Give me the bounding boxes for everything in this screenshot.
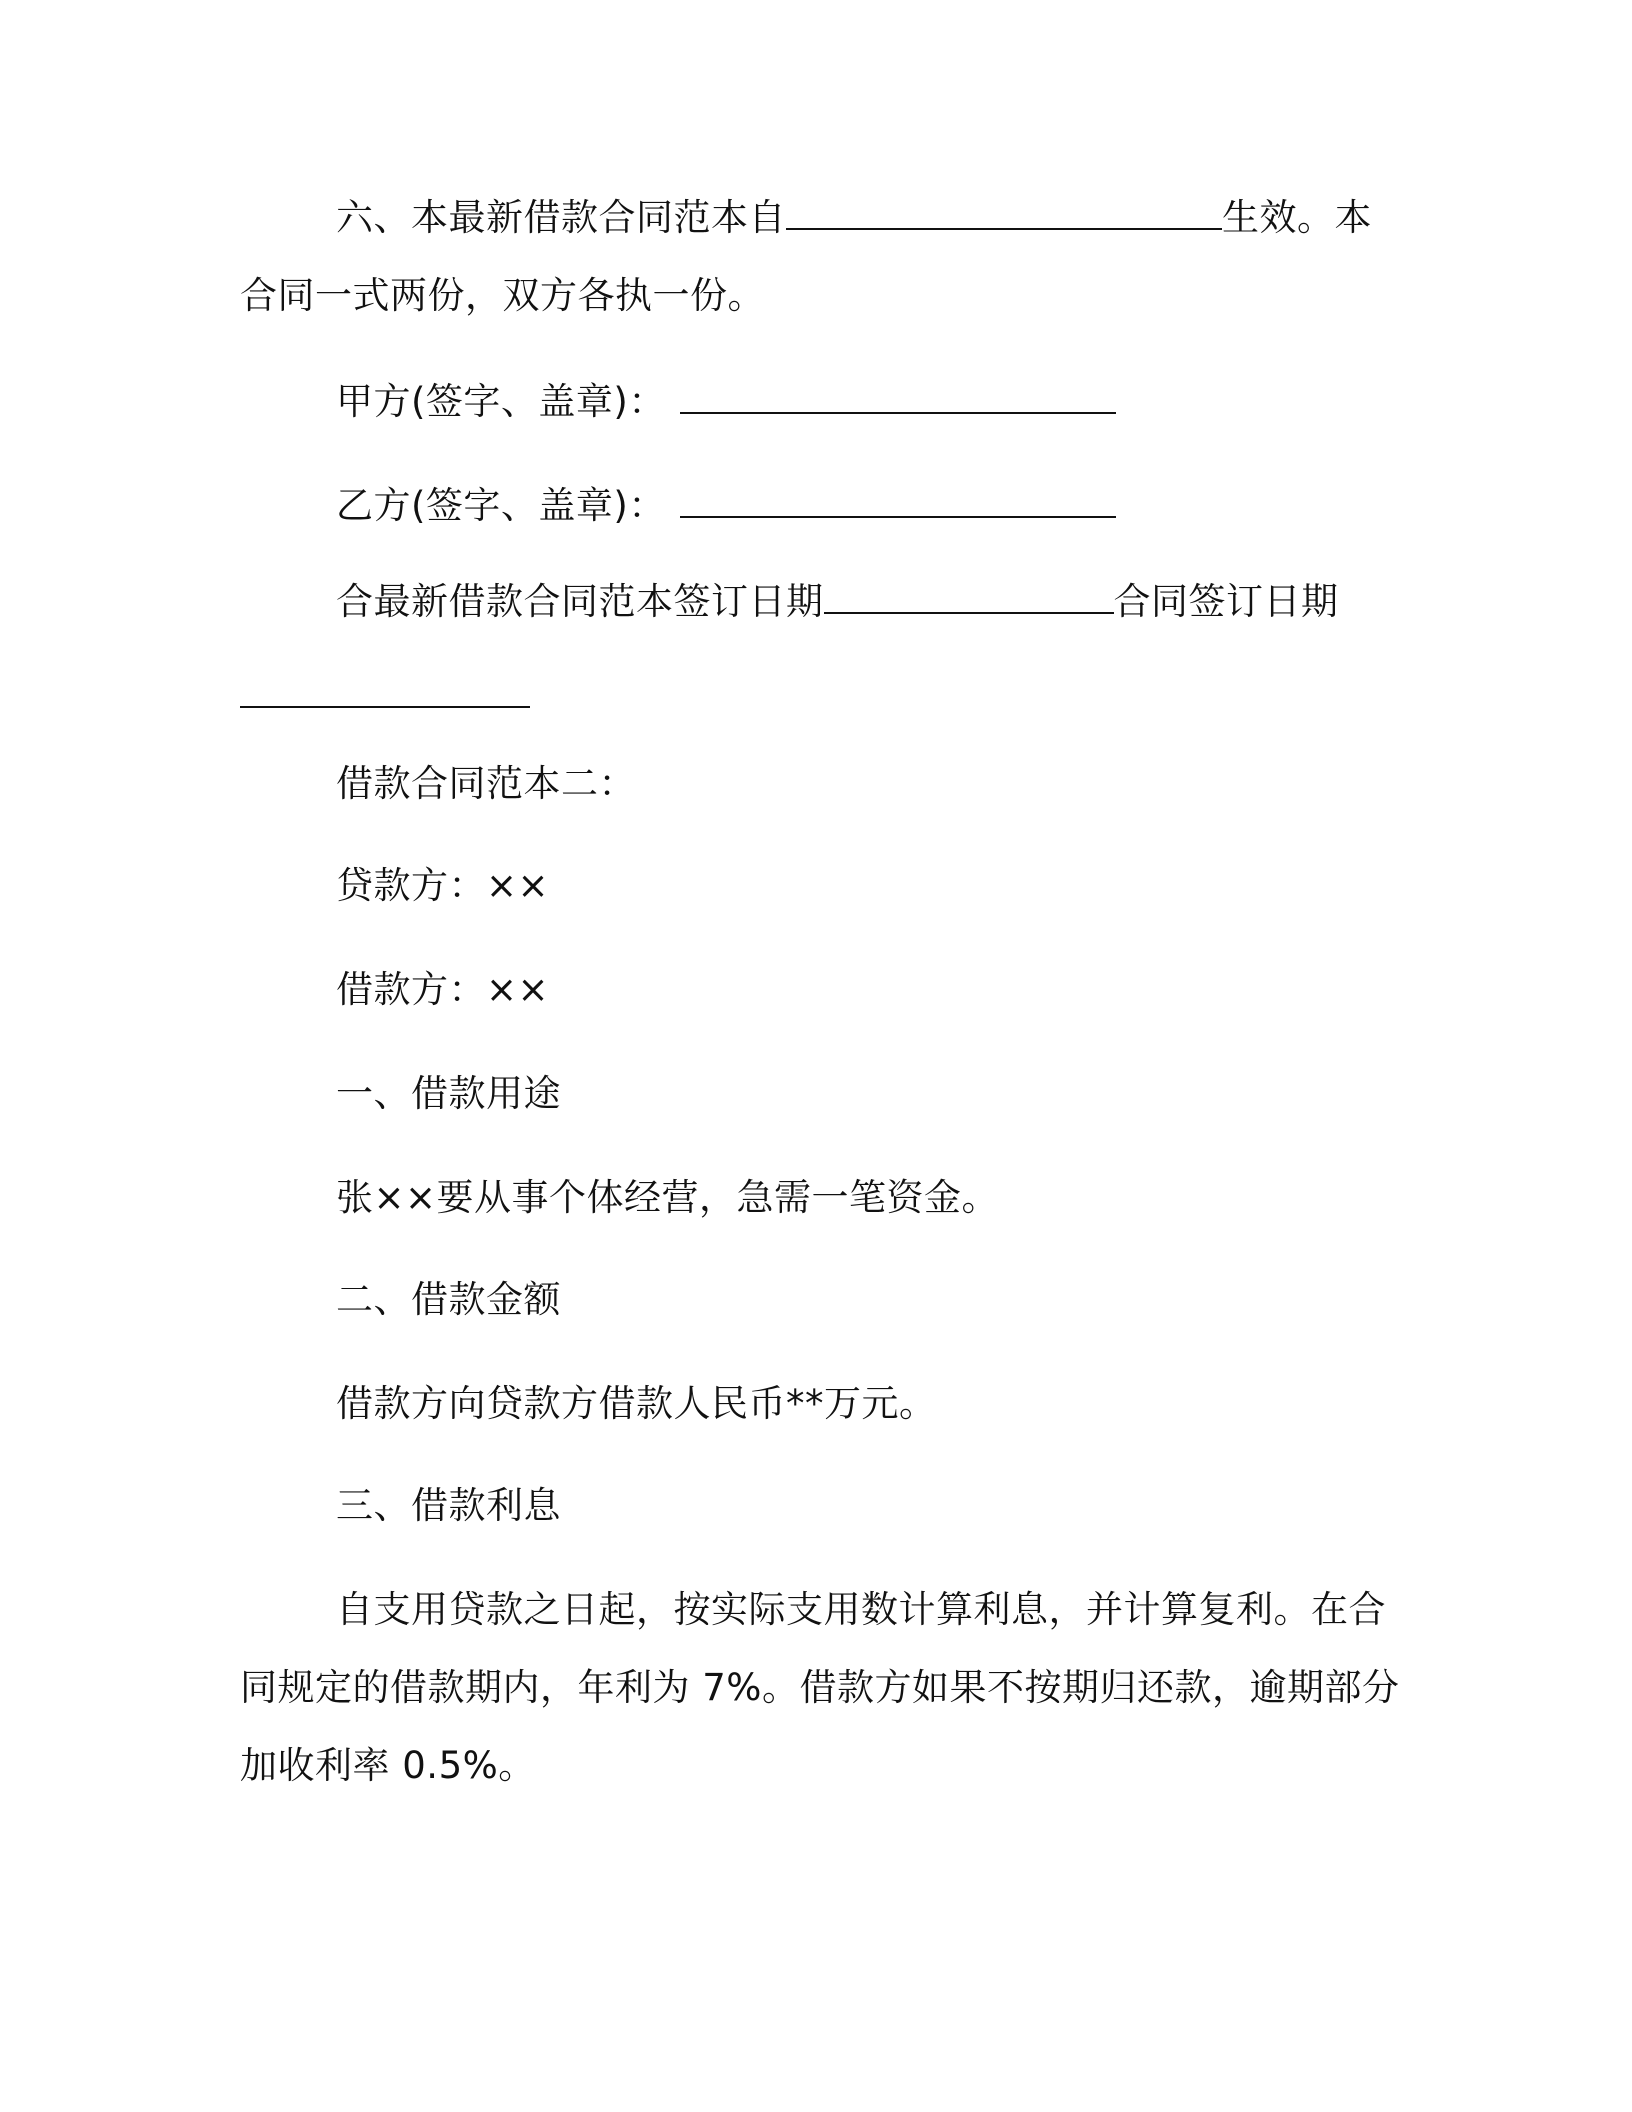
section-three-body-line-1: 自支用贷款之日起，按实际支用数计算利息，并计算复利。在合 — [336, 1588, 1386, 1631]
section-one-body: 张××要从事个体经营，急需一笔资金。 — [336, 1176, 1000, 1219]
party-a-label: 甲方(签字、盖章)： — [336, 380, 666, 423]
section-three-body-line-3: 加收利率 0.5%。 — [240, 1744, 536, 1787]
sign-date-label-a: 合最新借款合同范本签订日期 — [336, 580, 824, 623]
section-one-title: 一、借款用途 — [336, 1072, 561, 1115]
sign-date-line — [336, 578, 1339, 626]
party-b-signature-blank — [680, 482, 1116, 518]
party-b-label: 乙方(签字、盖章)： — [336, 484, 666, 527]
template-two-title: 借款合同范本二： — [336, 762, 636, 805]
party-b-signature-line — [336, 482, 1116, 530]
section-two-body: 借款方向贷款方借款人民币**万元。 — [336, 1382, 937, 1425]
section-two-title: 二、借款金额 — [336, 1278, 561, 1321]
sign-date-blank-a — [824, 578, 1114, 614]
section-three-title: 三、借款利息 — [336, 1484, 561, 1527]
sign-date-blank-b — [240, 672, 530, 708]
effective-date-blank — [786, 194, 1222, 230]
clause-six-line-2: 合同一式两份，双方各执一份。 — [240, 274, 765, 317]
clause-six-text-a: 六、本最新借款合同范本自 — [336, 196, 786, 239]
sign-date-blank-line — [240, 672, 530, 720]
section-three-body-line-2: 同规定的借款期内，年利为 7%。借款方如果不按期归还款，逾期部分 — [240, 1666, 1400, 1709]
clause-six-text-b: 生效。本 — [1222, 196, 1372, 239]
clause-six-line-1 — [336, 194, 1372, 242]
party-a-signature-blank — [680, 378, 1116, 414]
borrower-line: 借款方：×× — [336, 968, 550, 1011]
sign-date-label-b: 合同签订日期 — [1113, 580, 1339, 623]
party-a-signature-line — [336, 378, 1116, 426]
lender-line: 贷款方：×× — [336, 864, 550, 907]
